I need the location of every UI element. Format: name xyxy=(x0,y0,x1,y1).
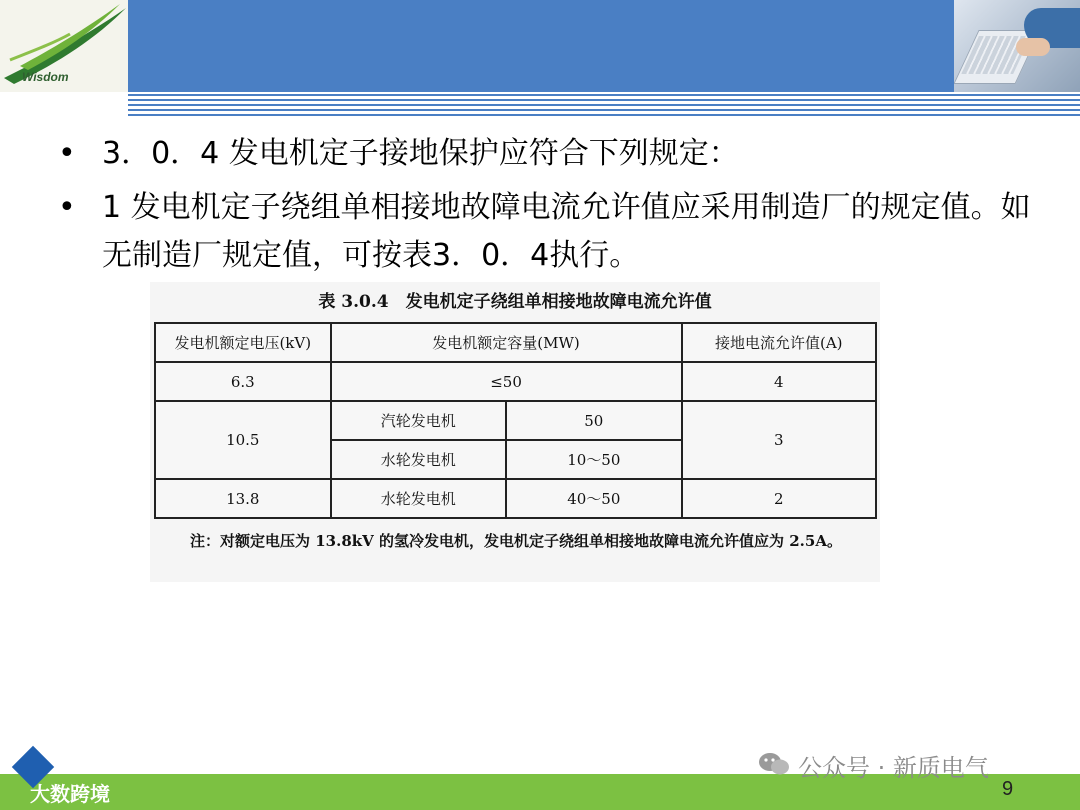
cell-capacity: 40～50 xyxy=(506,479,682,518)
cell-capacity: 50 xyxy=(506,401,682,440)
table-row xyxy=(155,362,876,401)
table-row xyxy=(155,401,876,440)
footer-brand: 大数跨境 xyxy=(30,782,110,806)
table-note: 注：对额定电压为 13.8kV 的氢冷发电机，发电机定子绕组单相接地故障电流允许值应为 2.5A。 xyxy=(190,532,842,550)
cell-current: 3 xyxy=(682,401,876,479)
cell-voltage: 6.3 xyxy=(155,362,331,401)
cell-current: 2 xyxy=(682,479,876,518)
wechat-icon xyxy=(758,752,790,776)
current-limit-table xyxy=(154,322,877,519)
table-row xyxy=(155,479,876,518)
header-current: 接地电流允许值(A) xyxy=(682,323,876,362)
cell-type: 汽轮发电机 xyxy=(331,401,506,440)
cell-voltage: 10.5 xyxy=(155,401,331,479)
bullet-marker: • xyxy=(58,190,76,225)
cell-current: 4 xyxy=(682,362,876,401)
header-stripes xyxy=(128,94,1080,118)
bullet-text: 3．0．4 发电机定子接地保护应符合下列规定： xyxy=(102,136,739,171)
page-number: 9 xyxy=(1002,778,1014,800)
cell-voltage: 13.8 xyxy=(155,479,331,518)
cell-capacity: 10～50 xyxy=(506,440,682,479)
bullet-text: 1 发电机定子绕组单相接地故障电流允许值应采用制造厂的规定值。如无制造厂规定值，可按表3．0．4执行。 xyxy=(102,190,1031,273)
standard-table-excerpt xyxy=(150,282,880,582)
watermark-text: 公众号 · 新质电气 xyxy=(798,754,989,782)
hand-shape xyxy=(1016,38,1050,56)
cell-type: 水轮发电机 xyxy=(331,440,506,479)
bullet-marker: • xyxy=(58,136,76,171)
header-photo-keyboard xyxy=(954,0,1080,92)
table-header-row xyxy=(155,323,876,362)
cell-type: 水轮发电机 xyxy=(331,479,506,518)
logo-text: Wisdom xyxy=(22,70,69,84)
header-capacity: 发电机额定容量(MW) xyxy=(331,323,682,362)
logo xyxy=(0,0,128,92)
cell-capacity: ≤50 xyxy=(331,362,682,401)
header-voltage: 发电机额定电压(kV) xyxy=(155,323,331,362)
table-title: 表 3.0.4 发电机定子绕组单相接地故障电流允许值 xyxy=(318,292,712,312)
header-band xyxy=(128,0,954,92)
